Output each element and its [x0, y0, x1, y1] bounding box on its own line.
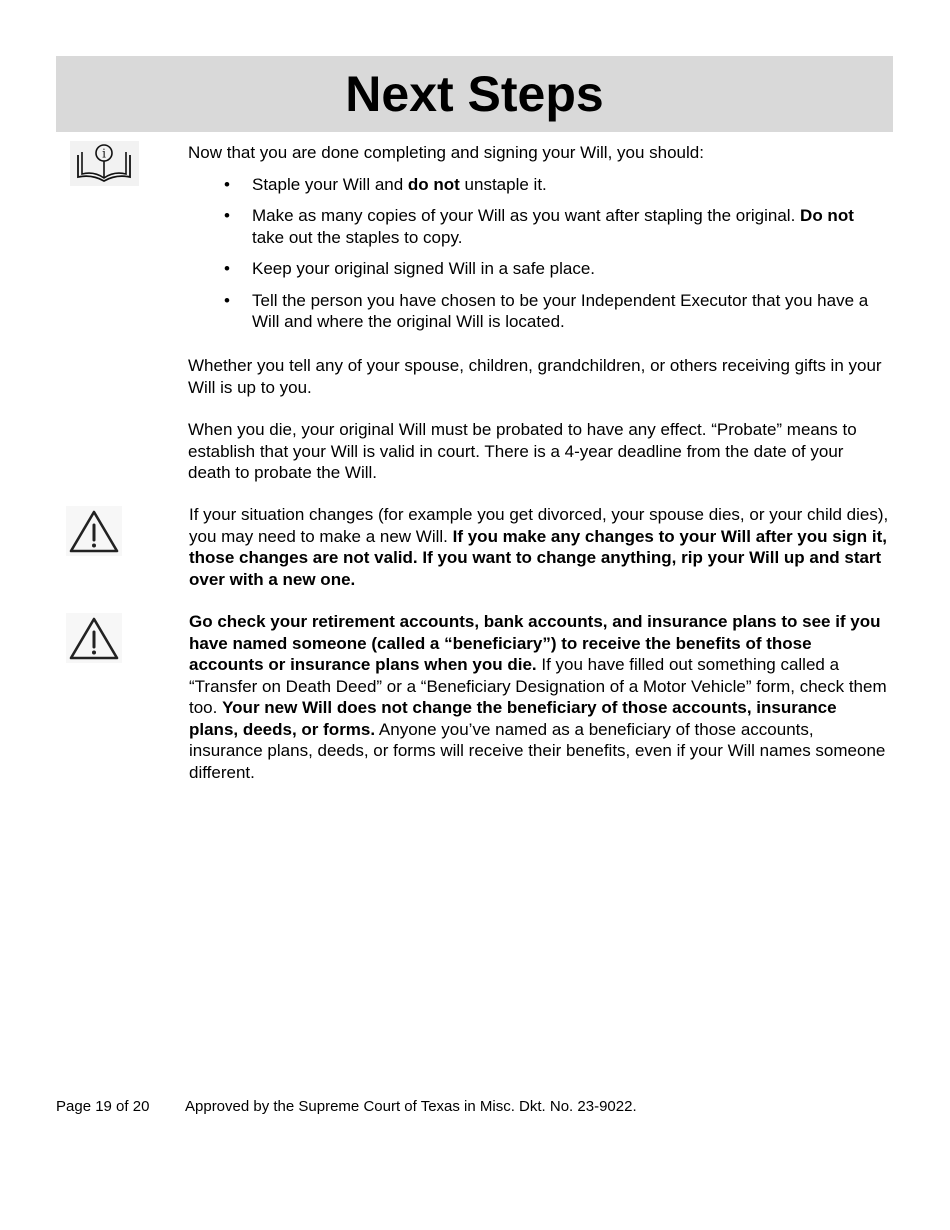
- svg-text:i: i: [102, 146, 106, 161]
- page-number: Page 19 of 20: [56, 1098, 150, 1115]
- warning-triangle-icon: [66, 613, 122, 663]
- title-banner: [56, 56, 893, 132]
- warning-beneficiaries: Go check your retirement accounts, bank accounts, and insurance plans to see if you have named someone (called a “beneficiary”) to receive the benefits of those accounts or insurance plans when you die. If you have filled out something called a “Transfer on Death Deed” or a “Beneficiary Designation of a Motor Vehicle” form, check them too. Your new Will does not change the beneficiary of those accounts, insurance plans, deeds, or forms. Anyone you’ve named as a beneficiary of those accounts, insurance plans, deeds, or forms will receive their benefits, even if your Will names someone different.: [189, 612, 887, 782]
- page-footer: [56, 1097, 637, 1117]
- intro-text: Now that you are done completing and signing your Will, you should:: [188, 143, 704, 162]
- list-item: • Keep your original signed Will in a safe place.: [188, 258, 888, 280]
- next-steps-intro: [188, 142, 888, 343]
- warning-situation-changes: If your situation changes (for example you get divorced, your spouse dies, or your child dies), you may need to make a new Will. If you make any changes to your Will after you sign it, those changes are not valid. If you want to change anything, rip your Will up and start over with a new one.: [189, 505, 889, 589]
- steps-list: [188, 174, 888, 333]
- page-title: Next Steps: [345, 66, 604, 122]
- list-item: • Make as many copies of your Will as you want after stapling the original. Do not take out the staples to copy.: [188, 205, 888, 248]
- paragraph-probate: When you die, your original Will must be probated to have any effect. “Probate” means to establish that your Will is valid in court. There is a 4-year deadline from the date of your death to probate the Will.: [188, 420, 857, 482]
- list-item: • Staple your Will and do not unstaple it.: [188, 174, 888, 196]
- paragraph-telling-others: Whether you tell any of your spouse, children, grandchildren, or others receiving gifts in your Will is up to you.: [188, 356, 882, 397]
- warning-triangle-icon: [66, 506, 122, 556]
- approval-note: Approved by the Supreme Court of Texas in Misc. Dkt. No. 23-9022.: [185, 1098, 637, 1115]
- list-item: • Tell the person you have chosen to be your Independent Executor that you have a Will and where the original Will is located.: [188, 290, 888, 333]
- book-info-icon: [70, 141, 139, 186]
